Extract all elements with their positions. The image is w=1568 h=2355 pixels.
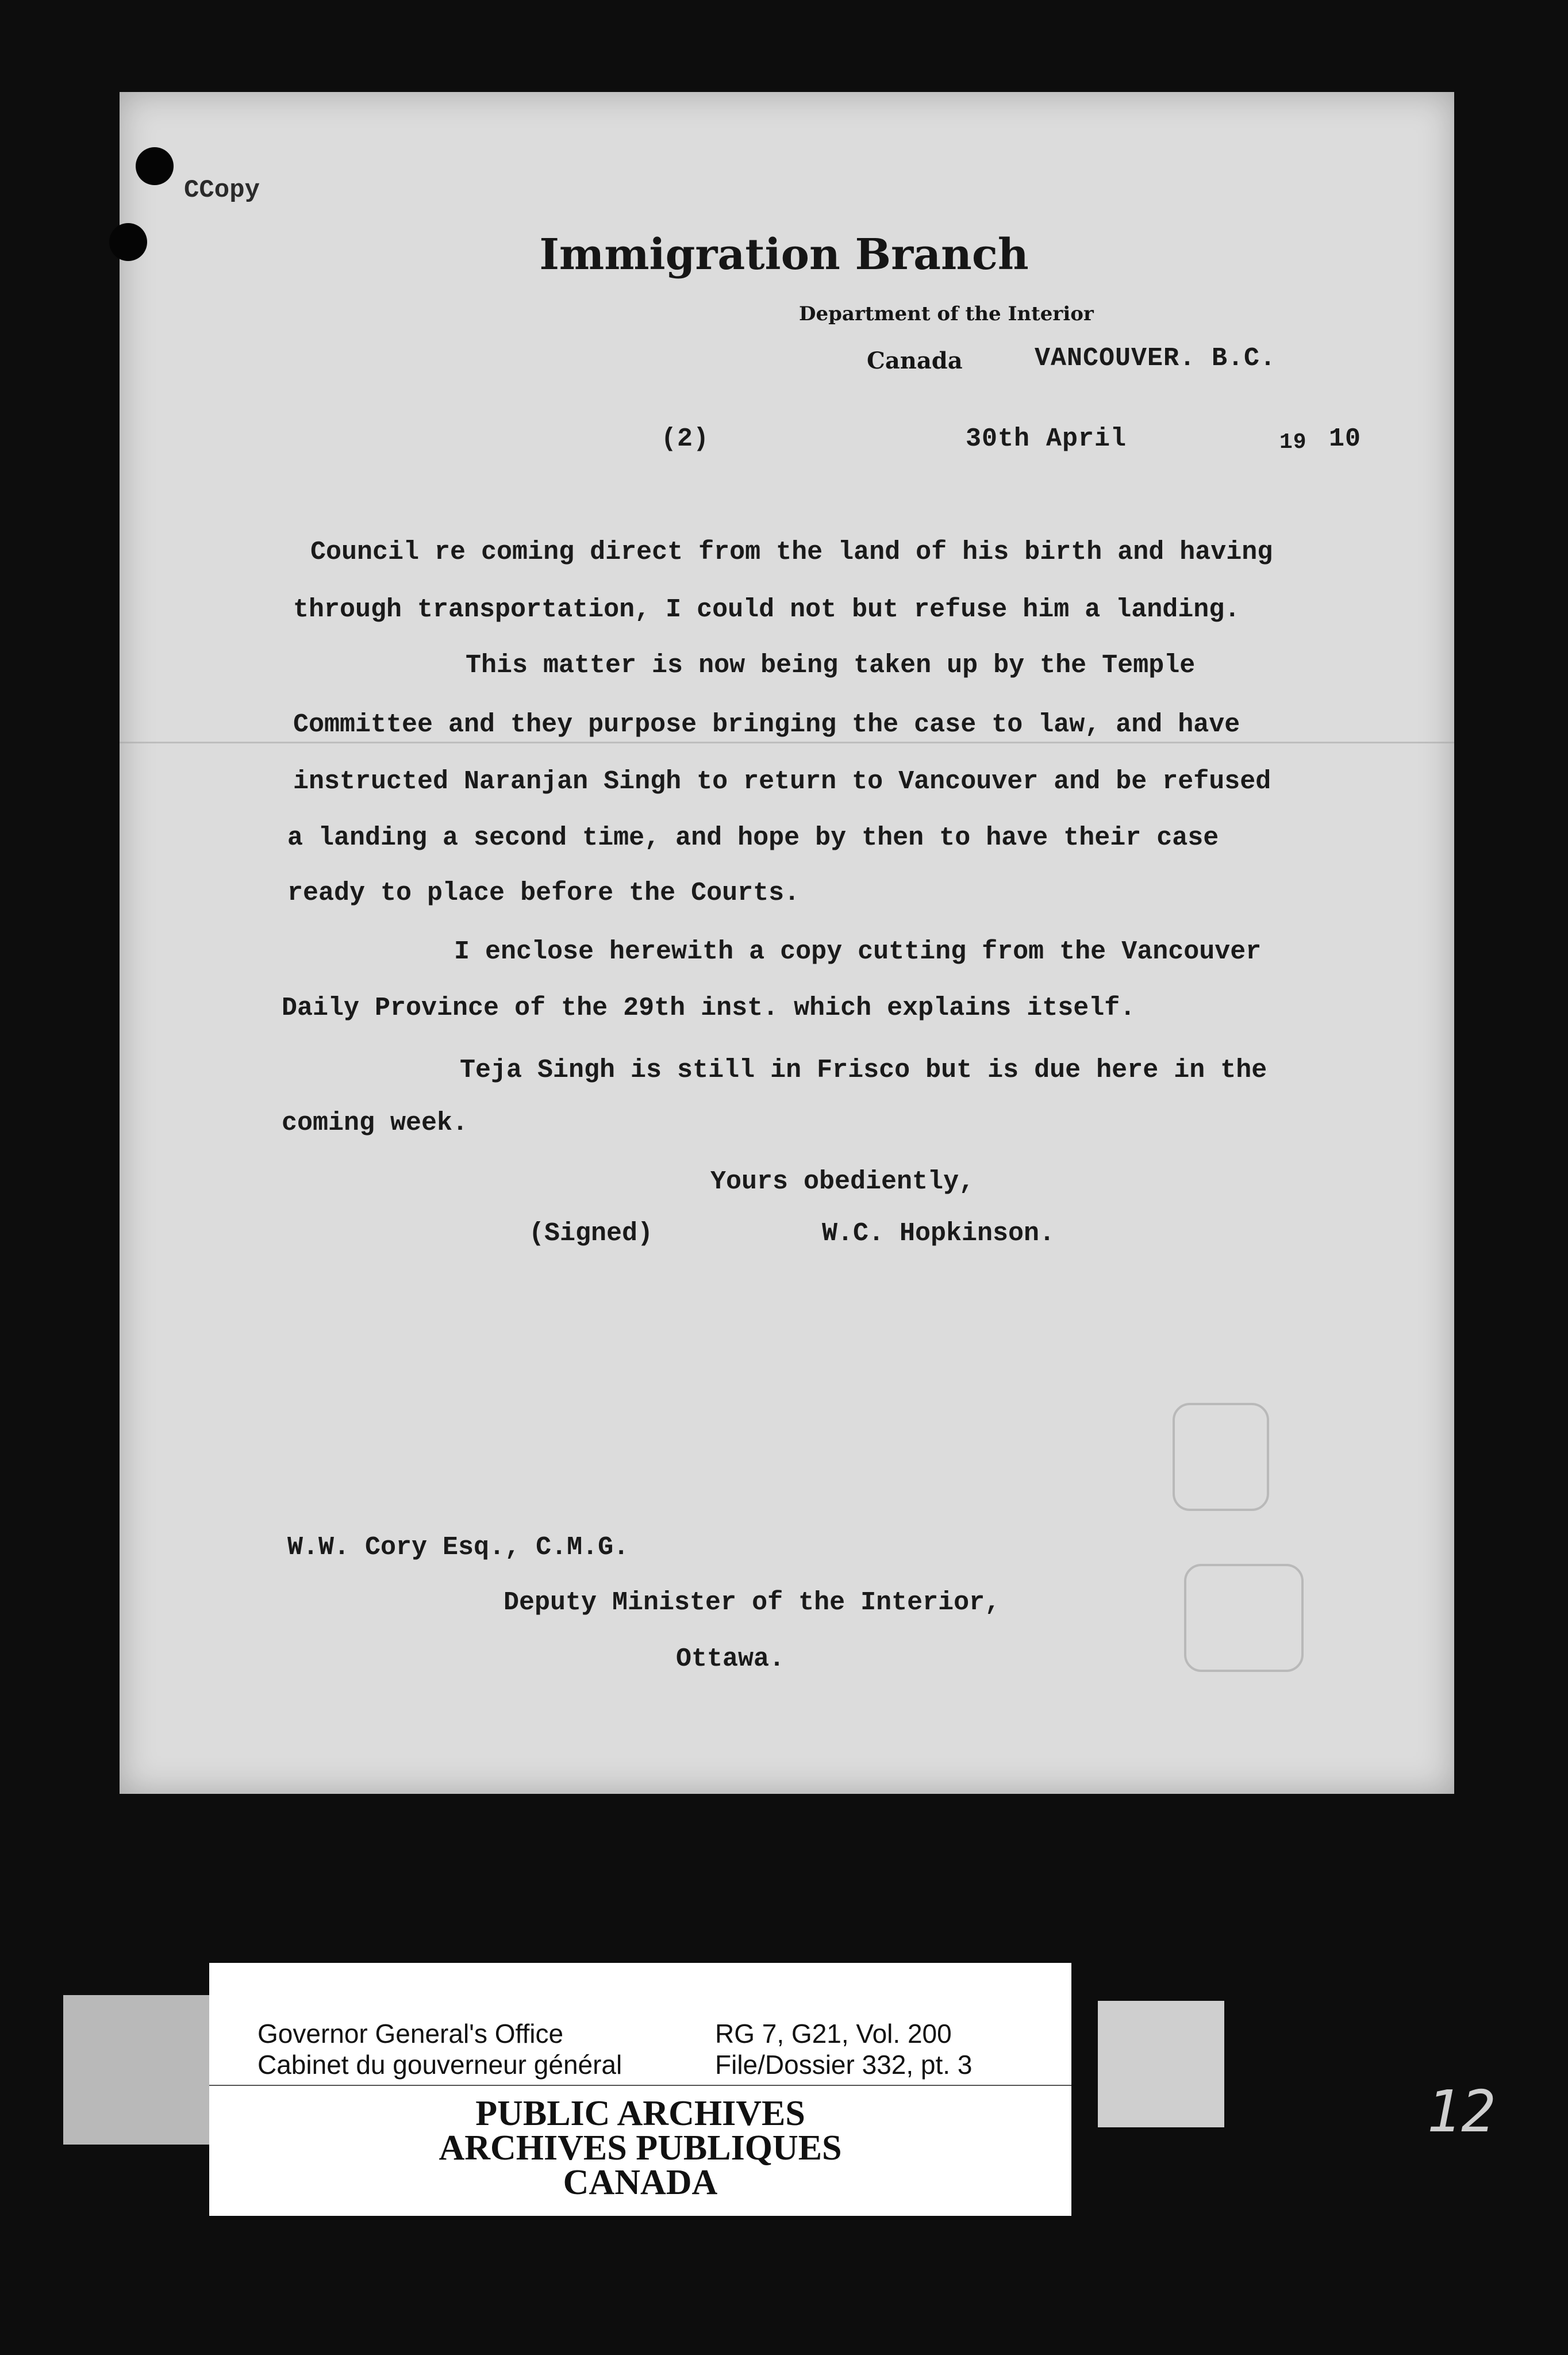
copy-mark: CCopy	[184, 176, 260, 205]
signature-name: W.C. Hopkinson.	[822, 1219, 1055, 1248]
body-line: Teja Singh is still in Frisco but is due here in the	[460, 1056, 1267, 1085]
archive-file: File/Dossier 332, pt. 3	[715, 2050, 973, 2080]
body-line: Daily Province of the 29th inst. which explains itself.	[282, 994, 1136, 1023]
faint-stamp	[1173, 1403, 1269, 1511]
body-line: I enclose herewith a copy cutting from the Vancouver	[454, 937, 1262, 966]
office-french: Cabinet du gouverneur général	[258, 2050, 622, 2080]
archives-title-3: CANADA	[563, 2163, 718, 2202]
punch-hole	[136, 147, 174, 185]
letterhead-department: Department of the Interior	[799, 302, 1094, 325]
page-number: (2)	[661, 424, 710, 454]
faint-stamp	[1184, 1564, 1304, 1672]
office-english: Governor General's Office	[258, 2019, 564, 2049]
paper-fold-line	[120, 742, 1454, 743]
place-line: VANCOUVER. B.C.	[1035, 344, 1277, 373]
body-line: ready to place before the Courts.	[287, 879, 800, 908]
body-line: coming week.	[282, 1109, 468, 1138]
body-line: through transportation, I could not but refuse him a landing.	[293, 595, 1240, 624]
addressee-line: W.W. Cory Esq., C.M.G.	[287, 1533, 629, 1562]
year-prefix: 19	[1279, 430, 1307, 455]
closing: Yours obediently,	[710, 1167, 975, 1196]
signed-label: (Signed)	[529, 1219, 654, 1248]
film-strip-right	[1098, 2001, 1224, 2127]
archives-title-2: ARCHIVES PUBLIQUES	[439, 2128, 842, 2168]
body-line: This matter is now being taken up by the Temple	[466, 651, 1196, 680]
letterhead-country: Canada	[867, 347, 963, 374]
label-divider	[209, 2085, 1071, 2086]
body-line: Committee and they purpose bringing the case to law, and have	[293, 710, 1240, 739]
body-line: Council re coming direct from the land of his birth and having	[310, 538, 1273, 567]
frame-number: 12	[1427, 2078, 1496, 2145]
archives-title-1: PUBLIC ARCHIVES	[475, 2094, 805, 2133]
letterhead-branch: Immigration Branch	[539, 230, 1029, 279]
body-line: a landing a second time, and hope by then to have their case	[287, 823, 1219, 853]
archive-reference: RG 7, G21, Vol. 200	[715, 2019, 952, 2049]
body-line: instructed Naranjan Singh to return to Vancouver and be refused	[293, 767, 1271, 796]
date-line: 30th April	[966, 424, 1127, 454]
archive-label	[209, 1963, 1071, 2216]
addressee-line: Ottawa.	[676, 1644, 785, 1674]
year-suffix: 10	[1329, 424, 1362, 454]
addressee-line: Deputy Minister of the Interior,	[504, 1588, 1001, 1617]
